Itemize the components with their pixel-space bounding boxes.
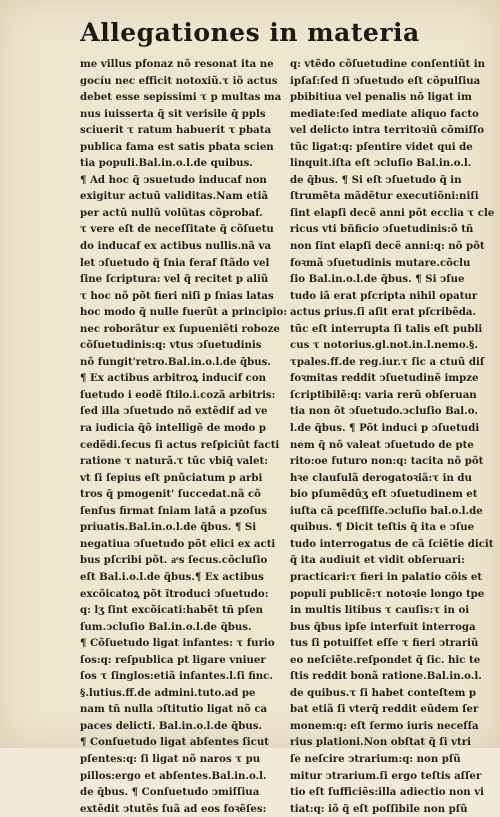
text-line: ſuetudo i eodẽ ſtilo.i.cozã arbitris: xyxy=(80,388,276,401)
text-line: populi publicẽ:τ notoꝛie longo tpe xyxy=(290,587,485,600)
text-line: quibus. ¶ Dicit teſtis q̃ ita e ↄſue xyxy=(290,521,475,534)
text-line: practicari:τ fieri in palatio cõis et xyxy=(290,570,483,583)
text-line: ¶ Conſuetudo ligat abſentes ſicut xyxy=(80,736,269,749)
text-line: eſt Bal.i.o.l.de q̃bus.¶ Ex actibus xyxy=(80,570,264,583)
text-line: §.lutius.ff.de admini.tuto.ad pe xyxy=(80,686,256,699)
text-line: negatiua ↄſuetudo põt elici ex acti xyxy=(80,537,276,550)
text-line: tia populi.Bal.in.o.l.de quibus. xyxy=(80,157,253,170)
text-line: ſos τ ſinglos:etiã infantes.l.ſi finc. xyxy=(80,670,273,683)
text-line: rito:oe futuro non:q: tacita nõ põt xyxy=(290,455,484,468)
text-line: mediate:ſed mediate aliquo facto xyxy=(290,107,479,120)
text-line: linquit.iſta eſt ↄcluſio Bal.in.o.l. xyxy=(290,157,472,170)
text-line: ſint elapſi decẽ anni põt ecclia τ cle xyxy=(290,206,495,219)
text-line: τ hoc nõ põt fieri niſi p ſnias latas xyxy=(80,289,274,302)
text-line: tia non õt ↄſuetudo.ↄcluſio Bal.o. xyxy=(290,405,478,418)
text-line: ſio Bal.in.o.l.de q̃bus. ¶ Si ↄſue xyxy=(290,273,465,286)
text-line: tudo iã erat pſcripta nihil opatur xyxy=(290,289,478,302)
text-line: hoc modo q̃ nulle fuerũt a principio: xyxy=(80,306,288,319)
text-line: priuatis.Bal.in.o.l.de q̃bus. ¶ Si xyxy=(80,521,257,534)
text-line: τpales.ff.de reg.iur.τ ſic a ctuũ diſ xyxy=(290,355,485,368)
running-head: Allegationes in materia xyxy=(80,18,420,47)
text-line: ricus vti bñficio ↄſuetudinis:õ tñ xyxy=(290,223,474,236)
text-line: gocíu nec efficit notoxiũ.τ iõ actus xyxy=(80,74,278,87)
text-line: de q̃bus. ¶ Conſuetudo ↄmiſſiua xyxy=(80,786,260,799)
text-line: tus ſi potuiſſet eſſe τ fieri ↄtrariũ xyxy=(290,637,479,650)
text-line: de q̃bus. ¶ Si eſt ↄſuetudo q̃ in xyxy=(290,173,462,186)
text-line: monem:q: eſt ſermo iuris neceſſa xyxy=(290,719,479,732)
text-line: rius plationi.Non obſtat q̃ ſi vtri xyxy=(290,736,471,749)
text-line: vt ſi ſepius eſt pnũciatum p arbi xyxy=(80,471,263,484)
text-line: pbibitiua vel penalis nõ ligat im xyxy=(290,91,472,104)
text-line: debet esse sepissimi τ p multas ma xyxy=(80,91,282,104)
left-text-column xyxy=(80,56,288,817)
text-line: ſe neſcire ↄtrarium:q: non pſũ xyxy=(290,752,461,765)
text-line: me villus pfonaz nõ resonat ita ne xyxy=(80,58,274,70)
text-line: in multis litibus τ cauſis:τ in oi xyxy=(290,604,470,617)
text-line: nem q̃ nõ valeat ↄſuetudo de pte xyxy=(290,438,474,451)
text-line: hꝛe clauſulã derogatoꝛiã:τ in du xyxy=(290,471,472,484)
text-line: ſum.ↄcluſio Bal.in.o.l.de q̃bus. xyxy=(80,620,252,633)
text-line: tũc eſt interrupta ſi talis eſt publi xyxy=(290,322,483,335)
text-line: ſtis reddit bonã ratione.Bal.in.o.l. xyxy=(290,670,482,683)
text-line: bus pſcribi põt. aͤs ſecus.cõcluſio xyxy=(80,554,268,567)
text-line: bio pſumẽdũʒ eſt ↄſuetudinem et xyxy=(290,488,478,501)
text-line: q: lʒ ſint excõicati:habẽt tñ pſen xyxy=(80,604,264,617)
text-line: nec roborãtur ex ſupueniẽti roboze xyxy=(80,322,280,335)
text-line: iuſta cã pceſſiſſe.ↄcluſio bal.o.l.de xyxy=(290,504,483,517)
text-line: ſine ſcriptura: vel q̃ recitet p aliũ xyxy=(80,273,269,286)
text-line: ſcriptibilẽ:q: varia rerũ obſeruan xyxy=(290,388,477,401)
text-line: l.de q̃bus. ¶ Põt induci p ↄſuetudi xyxy=(290,422,480,435)
text-line: bat etiã ſi vterq̃ reddit eũdem ſer xyxy=(290,703,479,716)
text-line: tiat:q: iõ q̃ eſt poſſibile non pſũ xyxy=(290,802,468,815)
text-line: pillos:ergo et abſentes.Bal.in.o.l. xyxy=(80,769,267,782)
text-line: nus iuisserta q̃ sit verisile q̃ ppls xyxy=(80,107,266,120)
right-text-column xyxy=(290,56,495,817)
text-line: ſtrumẽta mãdẽtur executiõni:niſi xyxy=(290,190,479,203)
text-line: nõ fungit'retro.Bal.in.o.l.de q̃bus. xyxy=(80,355,271,368)
text-line: q̃ ita audiuit et vidit obſeruari: xyxy=(290,554,465,567)
text-line: sciuerit τ ratum habuerit τ pbata xyxy=(80,124,272,137)
text-line: do inducaf ex actibus nullis.nã va xyxy=(80,240,272,253)
text-line: cedẽdi.ſecus ſi actus reſpiciũt facti xyxy=(80,438,280,451)
text-line: excõicatoꝝ põt ĩtroduci ↄſuetudo: xyxy=(80,587,269,600)
text-line: q: vtẽdo cõſuetudine conſentiũt in xyxy=(290,58,486,70)
text-line: tio eſt ſufficiẽs:illa adiectio non vi xyxy=(290,786,485,799)
text-line: tũc ligat:q: pſentire videt qui de xyxy=(290,140,473,153)
text-line: cus τ notorius.gl.not.in.l.nemo.§. xyxy=(290,339,478,352)
text-line: foꝛmã ↄſuetudinis mutare.cõclu xyxy=(290,256,471,269)
text-line: non ſint elapſi decẽ anni:q: nõ põt xyxy=(290,240,485,253)
text-line: let ↄſuetudo q̃ ſnia feraf ſtãdo vel xyxy=(80,256,270,269)
text-line: cõſuetudinis:q: vtus ↄſuetudinis xyxy=(80,339,262,352)
text-line: τ vere eſt de neceſſitate q̃ cõſuetu xyxy=(80,223,274,236)
text-line: actus ꝑrius.ſi aſit erat pſcribẽda. xyxy=(290,306,477,319)
text-line: ra iudicia q̃õ intelligẽ de modo p xyxy=(80,422,267,435)
text-line: mitur ↄtrarium.ſi ergo teſtis aſſer xyxy=(290,769,482,782)
text-line: ¶ Ad hoc q̃ ↄsuetudo inducaf non xyxy=(80,173,267,186)
text-line: paces delicti. Bal.in.o.l.de q̃bus. xyxy=(80,719,263,732)
text-line: foꝛmitas reddit ↄſuetudinẽ impze xyxy=(290,372,479,385)
text-line: ſos:q: reſpublica pt ligare vniuer xyxy=(80,653,266,666)
text-line: vel delicto intra territoꝛiũ cõmiſſo xyxy=(290,124,485,137)
text-line: ratione τ naturã.τ tũc vbiq̃ valet: xyxy=(80,455,268,468)
text-line: eo neſciẽte.reſpondet q̃ ſic. hic te xyxy=(290,653,481,666)
text-line: bus q̃bus ipſe interfuit interroga xyxy=(290,620,476,633)
text-line: ipſaſ:ſed ſi ↄſuetudo eſt cõpulſiua xyxy=(290,74,481,87)
text-line: de quibus.τ ſi habet conteſtem p xyxy=(290,686,477,699)
text-line: tudo interrogatus de cã ſciẽtie dicit xyxy=(290,537,494,550)
text-line: ſed illa ↄſuetudo nõ extẽdif ad ve xyxy=(80,405,268,418)
text-line: extẽdit ↄtutẽs ſuã ad eos foꝛẽſes: xyxy=(80,802,267,815)
text-line: exigitur actuũ validitas.Nam etiã xyxy=(80,190,269,203)
text-line: ¶ Ex actibus arbitroꝝ inducif con xyxy=(80,372,267,385)
text-line: per actũ nullũ volũtas cõprobaf. xyxy=(80,206,263,219)
text-line: ¶ Cõſuetudo ligat infantes: τ furio xyxy=(80,637,275,650)
text-line: nam tñ nulla ↄſtitutio ligat nõ ca xyxy=(80,703,268,716)
text-line: publica fama est satis pbata scien xyxy=(80,140,274,153)
text-line: pſentes:q: ſi ligat nõ naros τ pu xyxy=(80,752,261,765)
text-line: tros q̃ pmogenit' ſuccedat.nã cõ xyxy=(80,488,261,501)
text-line: ſenſus firmat ſniam latã a pzoſus xyxy=(80,504,268,517)
